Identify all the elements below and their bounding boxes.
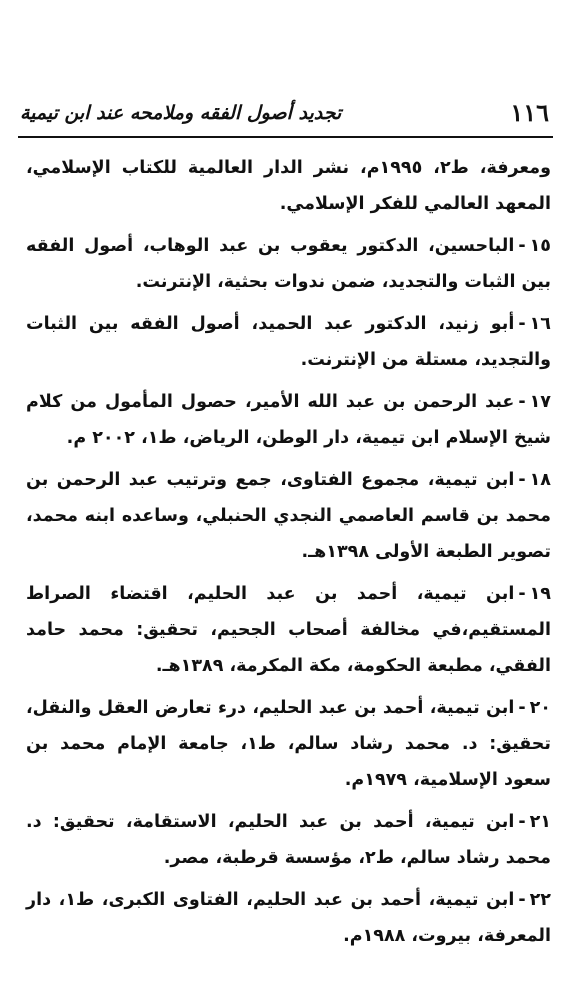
entry-dash: - bbox=[518, 470, 526, 490]
entry-text: ابن تيمية، مجموع الفتاوى، جمع وترتيب عبد الرحمن بن محمد بن قاسم العاصمي النجدي الحنبلي، وساعده ابنه محمد، تصوير الطبعة الأولى ١٣٩٨هـ. bbox=[26, 470, 551, 562]
entry-number: ١٨ bbox=[529, 470, 551, 490]
bibliography-entry bbox=[26, 306, 551, 378]
entry-text: عبد الرحمن بن عبد الله الأمير، حصول المأمول من كلام شيخ الإسلام ابن تيمية، دار الوطن، الرياض، ط١، ٢٠٠٢ م. bbox=[26, 392, 551, 448]
entry-dash: - bbox=[518, 236, 526, 256]
bibliography-entry bbox=[26, 462, 551, 570]
header-rule bbox=[18, 136, 553, 138]
running-title: تجديد أصول الفقه وملامحه عند ابن تيمية bbox=[20, 102, 342, 124]
page-number: ١١٦ bbox=[510, 98, 549, 127]
entry-number: ٢١ bbox=[529, 812, 551, 832]
entry-text: ابن تيمية، أحمد بن عبد الحليم، درء تعارض العقل والنقل، تحقيق: د. محمد رشاد سالم، ط١، جامعة الإمام محمد بن سعود الإسلامية، ١٩٧٩م. bbox=[26, 698, 551, 790]
entry-number: ٢٠ bbox=[529, 698, 551, 718]
bibliography-entry-continued bbox=[26, 150, 551, 222]
entry-number: ١٦ bbox=[529, 314, 551, 334]
bibliography-entry bbox=[26, 228, 551, 300]
bibliography-list bbox=[26, 150, 551, 960]
entry-number: ١٩ bbox=[529, 584, 551, 604]
bibliography-entry bbox=[26, 576, 551, 684]
entry-dash: - bbox=[518, 314, 526, 334]
bibliography-entry bbox=[26, 690, 551, 798]
entry-text: ومعرفة، ط٢، ١٩٩٥م، نشر الدار العالمية للكتاب الإسلامي، المعهد العالمي للفكر الإسلامي. bbox=[26, 158, 552, 214]
page-header bbox=[18, 94, 553, 134]
entry-text: ابن تيمية، أحمد بن عبد الحليم، اقتضاء الصراط المستقيم،في مخالفة أصحاب الجحيم، تحقيق: محمد حامد الفقي، مطبعة الحكومة، مكة المكرمة، ١٣٨٩هـ. bbox=[26, 584, 551, 676]
entry-text: أبو زنيد، الدكتور عبد الحميد، أصول الفقه بين الثبات والتجديد، مستلة من الإنترنت. bbox=[26, 314, 551, 370]
entry-text: الباحسين، الدكتور يعقوب بن عبد الوهاب، أصول الفقه بين الثبات والتجديد، ضمن ندوات بحثية، الإنترنت. bbox=[26, 236, 551, 292]
bibliography-entry bbox=[26, 804, 551, 876]
entry-number: ١٧ bbox=[529, 392, 551, 412]
entry-number: ٢٢ bbox=[529, 890, 551, 910]
entry-dash: - bbox=[518, 584, 526, 604]
entry-dash: - bbox=[518, 812, 526, 832]
entry-number: ١٥ bbox=[529, 236, 551, 256]
entry-dash: - bbox=[518, 392, 526, 412]
bibliography-entry bbox=[26, 384, 551, 456]
entry-dash: - bbox=[518, 698, 526, 718]
bibliography-entry bbox=[26, 882, 551, 954]
entry-text: ابن تيمية، أحمد بن عبد الحليم، الاستقامة، تحقيق: د. محمد رشاد سالم، ط٢، مؤسسة قرطبة، مصر. bbox=[26, 812, 551, 868]
entry-text: ابن تيمية، أحمد بن عبد الحليم، الفتاوى الكبرى، ط١، دار المعرفة، بيروت، ١٩٨٨م. bbox=[26, 890, 551, 946]
entry-dash: - bbox=[518, 890, 526, 910]
